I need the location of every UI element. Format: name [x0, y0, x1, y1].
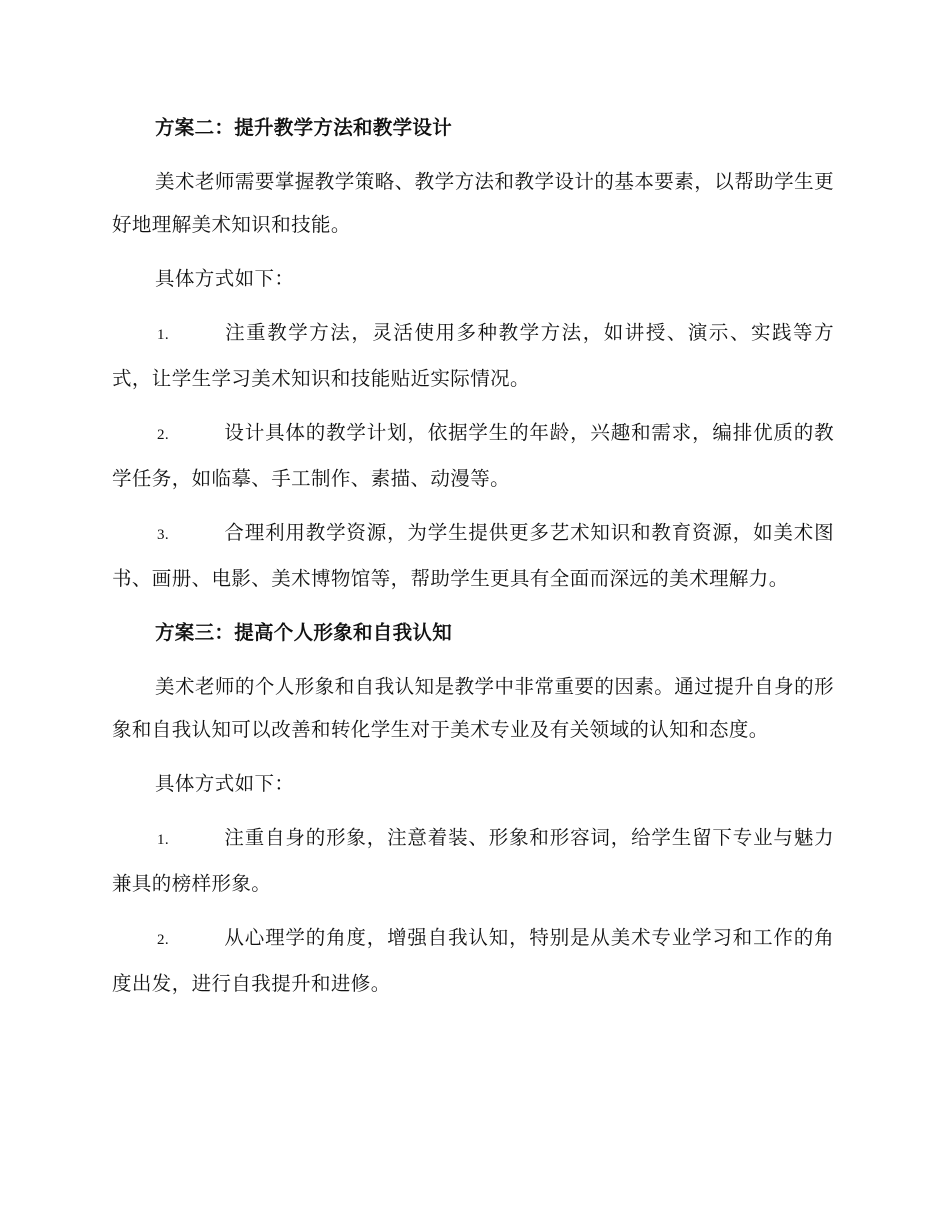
list-item: [112, 916, 834, 1005]
list-item: [112, 511, 834, 600]
list-number: 3.: [157, 527, 170, 543]
list-item: [112, 411, 834, 500]
list-number: 1.: [157, 327, 170, 343]
method-label: 具体方式如下：: [155, 772, 295, 795]
section-intro: 美术老师的个人形象和自我认知是教学中非常重要的因素。通过提升自身的形象和自我认知可以改善和转化学生对于美术专业及有关领域的认知和态度。: [112, 675, 834, 741]
list-item: [112, 311, 834, 400]
list-number: 2.: [157, 427, 170, 443]
method-label: 具体方式如下：: [155, 267, 295, 290]
list-text: 注重自身的形象，注意着装、形象和形容词，给学生留下专业与魅力兼具的榜样形象。: [112, 826, 834, 895]
list-text: 从心理学的角度，增强自我认知，特别是从美术专业学习和工作的角度出发，进行自我提升和进修。: [112, 926, 834, 995]
list-text: 设计具体的教学计划，依据学生的年龄，兴趣和需求，编排优质的教学任务，如临摹、手工制作、素描、动漫等。: [112, 421, 834, 490]
section-heading: 方案二：提升教学方法和教学设计: [155, 116, 453, 139]
document-page: [112, 106, 834, 1016]
list-text: 合理利用教学资源，为学生提供更多艺术知识和教育资源，如美术图书、画册、电影、美术博物馆等，帮助学生更具有全面而深远的美术理解力。: [112, 521, 834, 590]
section-heading: 方案三：提高个人形象和自我认知: [155, 621, 453, 644]
list-item: [112, 816, 834, 905]
list-number: 2.: [157, 932, 170, 948]
list-text: 注重教学方法，灵活使用多种教学方法，如讲授、演示、实践等方式，让学生学习美术知识和技能贴近实际情况。: [112, 321, 834, 390]
section-intro: 美术老师需要掌握教学策略、教学方法和教学设计的基本要素，以帮助学生更好地理解美术知识和技能。: [112, 170, 834, 236]
list-number: 1.: [157, 832, 170, 848]
